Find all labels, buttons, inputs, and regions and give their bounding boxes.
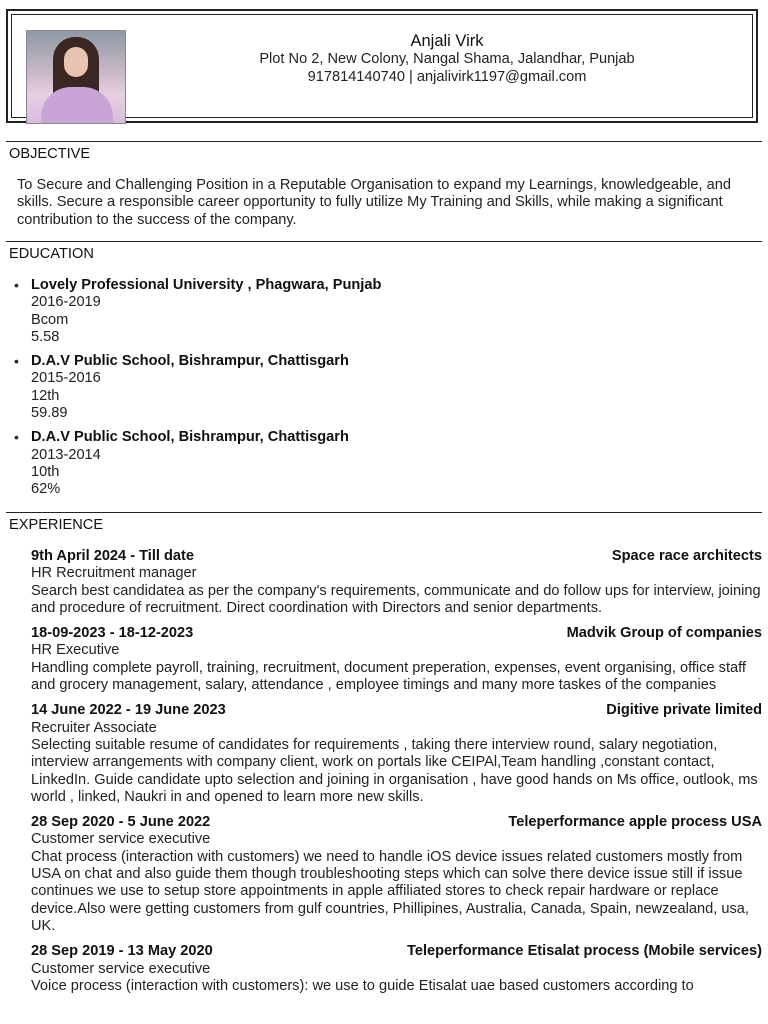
experience-divider bbox=[6, 512, 762, 513]
resume-header bbox=[6, 9, 758, 123]
education-divider bbox=[6, 241, 762, 242]
education-item bbox=[14, 429, 381, 498]
bullet-icon: • bbox=[14, 353, 19, 370]
education-degree: 12th bbox=[31, 387, 60, 404]
experience-description: Chat process (interaction with customers) we need to handle iOS device issues related customers mostly from USA on chat and also guide them though troubleshooting steps which can solve there device issue still if issue continues we use to setup store appointments in apple affiliated stores to check repair hardware or replace device.Also were getting customers from gulf countries, Phillipines, Australia, Canada, Spain, newzealand, usa, UK. bbox=[31, 848, 749, 934]
experience-heading: EXPERIENCE bbox=[9, 517, 104, 533]
experience-item bbox=[31, 548, 762, 617]
education-item bbox=[14, 277, 381, 346]
education-degree: 10th bbox=[31, 463, 60, 480]
education-years: 2013-2014 bbox=[31, 446, 101, 463]
education-score: 59.89 bbox=[31, 405, 68, 422]
education-item bbox=[14, 353, 381, 422]
candidate-address: Plot No 2, New Colony, Nangal Shama, Jalandhar, Punjab bbox=[259, 51, 635, 67]
experience-company: Space race architects bbox=[611, 548, 762, 564]
experience-header bbox=[31, 943, 762, 960]
objective-divider bbox=[6, 141, 762, 142]
experience-description: Handling complete payroll, training, recruitment, document preperation, expenses, event organising, office staff and grocery management, salary, attendance , employee timings and many more taskes of the companies bbox=[31, 659, 746, 694]
experience-header bbox=[31, 814, 762, 831]
education-degree: Bcom bbox=[31, 311, 69, 328]
education-institution: Lovely Professional University , Phagwara, Punjab bbox=[31, 277, 382, 293]
experience-list bbox=[31, 548, 762, 1003]
experience-dates: 28 Sep 2020 - 5 June 2022 bbox=[31, 814, 211, 831]
experience-role: Recruiter Associate bbox=[31, 719, 157, 736]
experience-role: HR Recruitment manager bbox=[31, 565, 197, 582]
education-score: 62% bbox=[31, 481, 61, 498]
objective-text: To Secure and Challenging Position in a Reputable Organisation to expand my Learnings, knowledgeable, and skills. Secure a responsible career opportunity to fully utilize My Training and Skills, while making a significant contribution to the success of the company. bbox=[17, 177, 731, 228]
education-years: 2016-2019 bbox=[31, 294, 101, 311]
experience-description: Voice process (interaction with customers): we use to guide Etisalat uae based customers according to bbox=[31, 977, 694, 994]
experience-dates: 18-09-2023 - 18-12-2023 bbox=[31, 625, 194, 642]
experience-description: Selecting suitable resume of candidates for requirements , taking there interview round, salary negotiation, interview arrangements with company client, work on portals like CEIPAl,Team handling ,constant contact, LinkedIn. Guide candidate upto selection and joining in organisation , have good hands on Ms office, outlook, ms world , linked, Naukri in and opened to learn more new skills. bbox=[31, 736, 758, 805]
experience-header bbox=[31, 702, 762, 719]
education-institution: D.A.V Public School, Bishrampur, Chattisgarh bbox=[31, 429, 349, 446]
bullet-icon: • bbox=[14, 429, 19, 446]
experience-item bbox=[31, 943, 762, 995]
education-list bbox=[14, 277, 381, 506]
experience-role: Customer service executive bbox=[31, 960, 211, 977]
experience-description: Search best candidatea as per the company's requirements, communicate and do follow ups for interview, joining and procedure of recruitment. Direct coordination with Directors and senior departments. bbox=[31, 582, 761, 616]
objective-heading: OBJECTIVE bbox=[9, 146, 91, 162]
education-institution: D.A.V Public School, Bishrampur, Chattisgarh bbox=[31, 353, 349, 370]
experience-dates: 14 June 2022 - 19 June 2023 bbox=[31, 702, 226, 719]
candidate-contact: 917814140740 | anjalivirk1197@gmail.com bbox=[307, 69, 587, 85]
candidate-name: Anjali Virk bbox=[410, 32, 484, 50]
photo-body bbox=[41, 87, 113, 124]
education-years: 2015-2016 bbox=[31, 370, 101, 387]
profile-photo bbox=[26, 30, 126, 124]
experience-company: Teleperformance apple process USA bbox=[508, 814, 762, 831]
bullet-icon: • bbox=[14, 277, 19, 293]
experience-item bbox=[31, 625, 762, 694]
education-score: 5.58 bbox=[31, 328, 60, 345]
header-inner-border bbox=[11, 14, 753, 118]
experience-item bbox=[31, 814, 762, 935]
experience-company: Digitive private limited bbox=[606, 702, 762, 719]
education-heading: EDUCATION bbox=[9, 246, 94, 262]
experience-company: Madvik Group of companies bbox=[566, 625, 762, 642]
experience-item bbox=[31, 702, 762, 806]
experience-company: Teleperformance Etisalat process (Mobile services) bbox=[407, 943, 762, 960]
photo-face bbox=[64, 47, 88, 77]
experience-role: HR Executive bbox=[31, 642, 120, 659]
experience-header bbox=[31, 548, 762, 565]
experience-dates: 9th April 2024 - Till date bbox=[31, 548, 195, 564]
experience-header bbox=[31, 625, 762, 642]
experience-role: Customer service executive bbox=[31, 831, 211, 848]
experience-dates: 28 Sep 2019 - 13 May 2020 bbox=[31, 943, 213, 960]
